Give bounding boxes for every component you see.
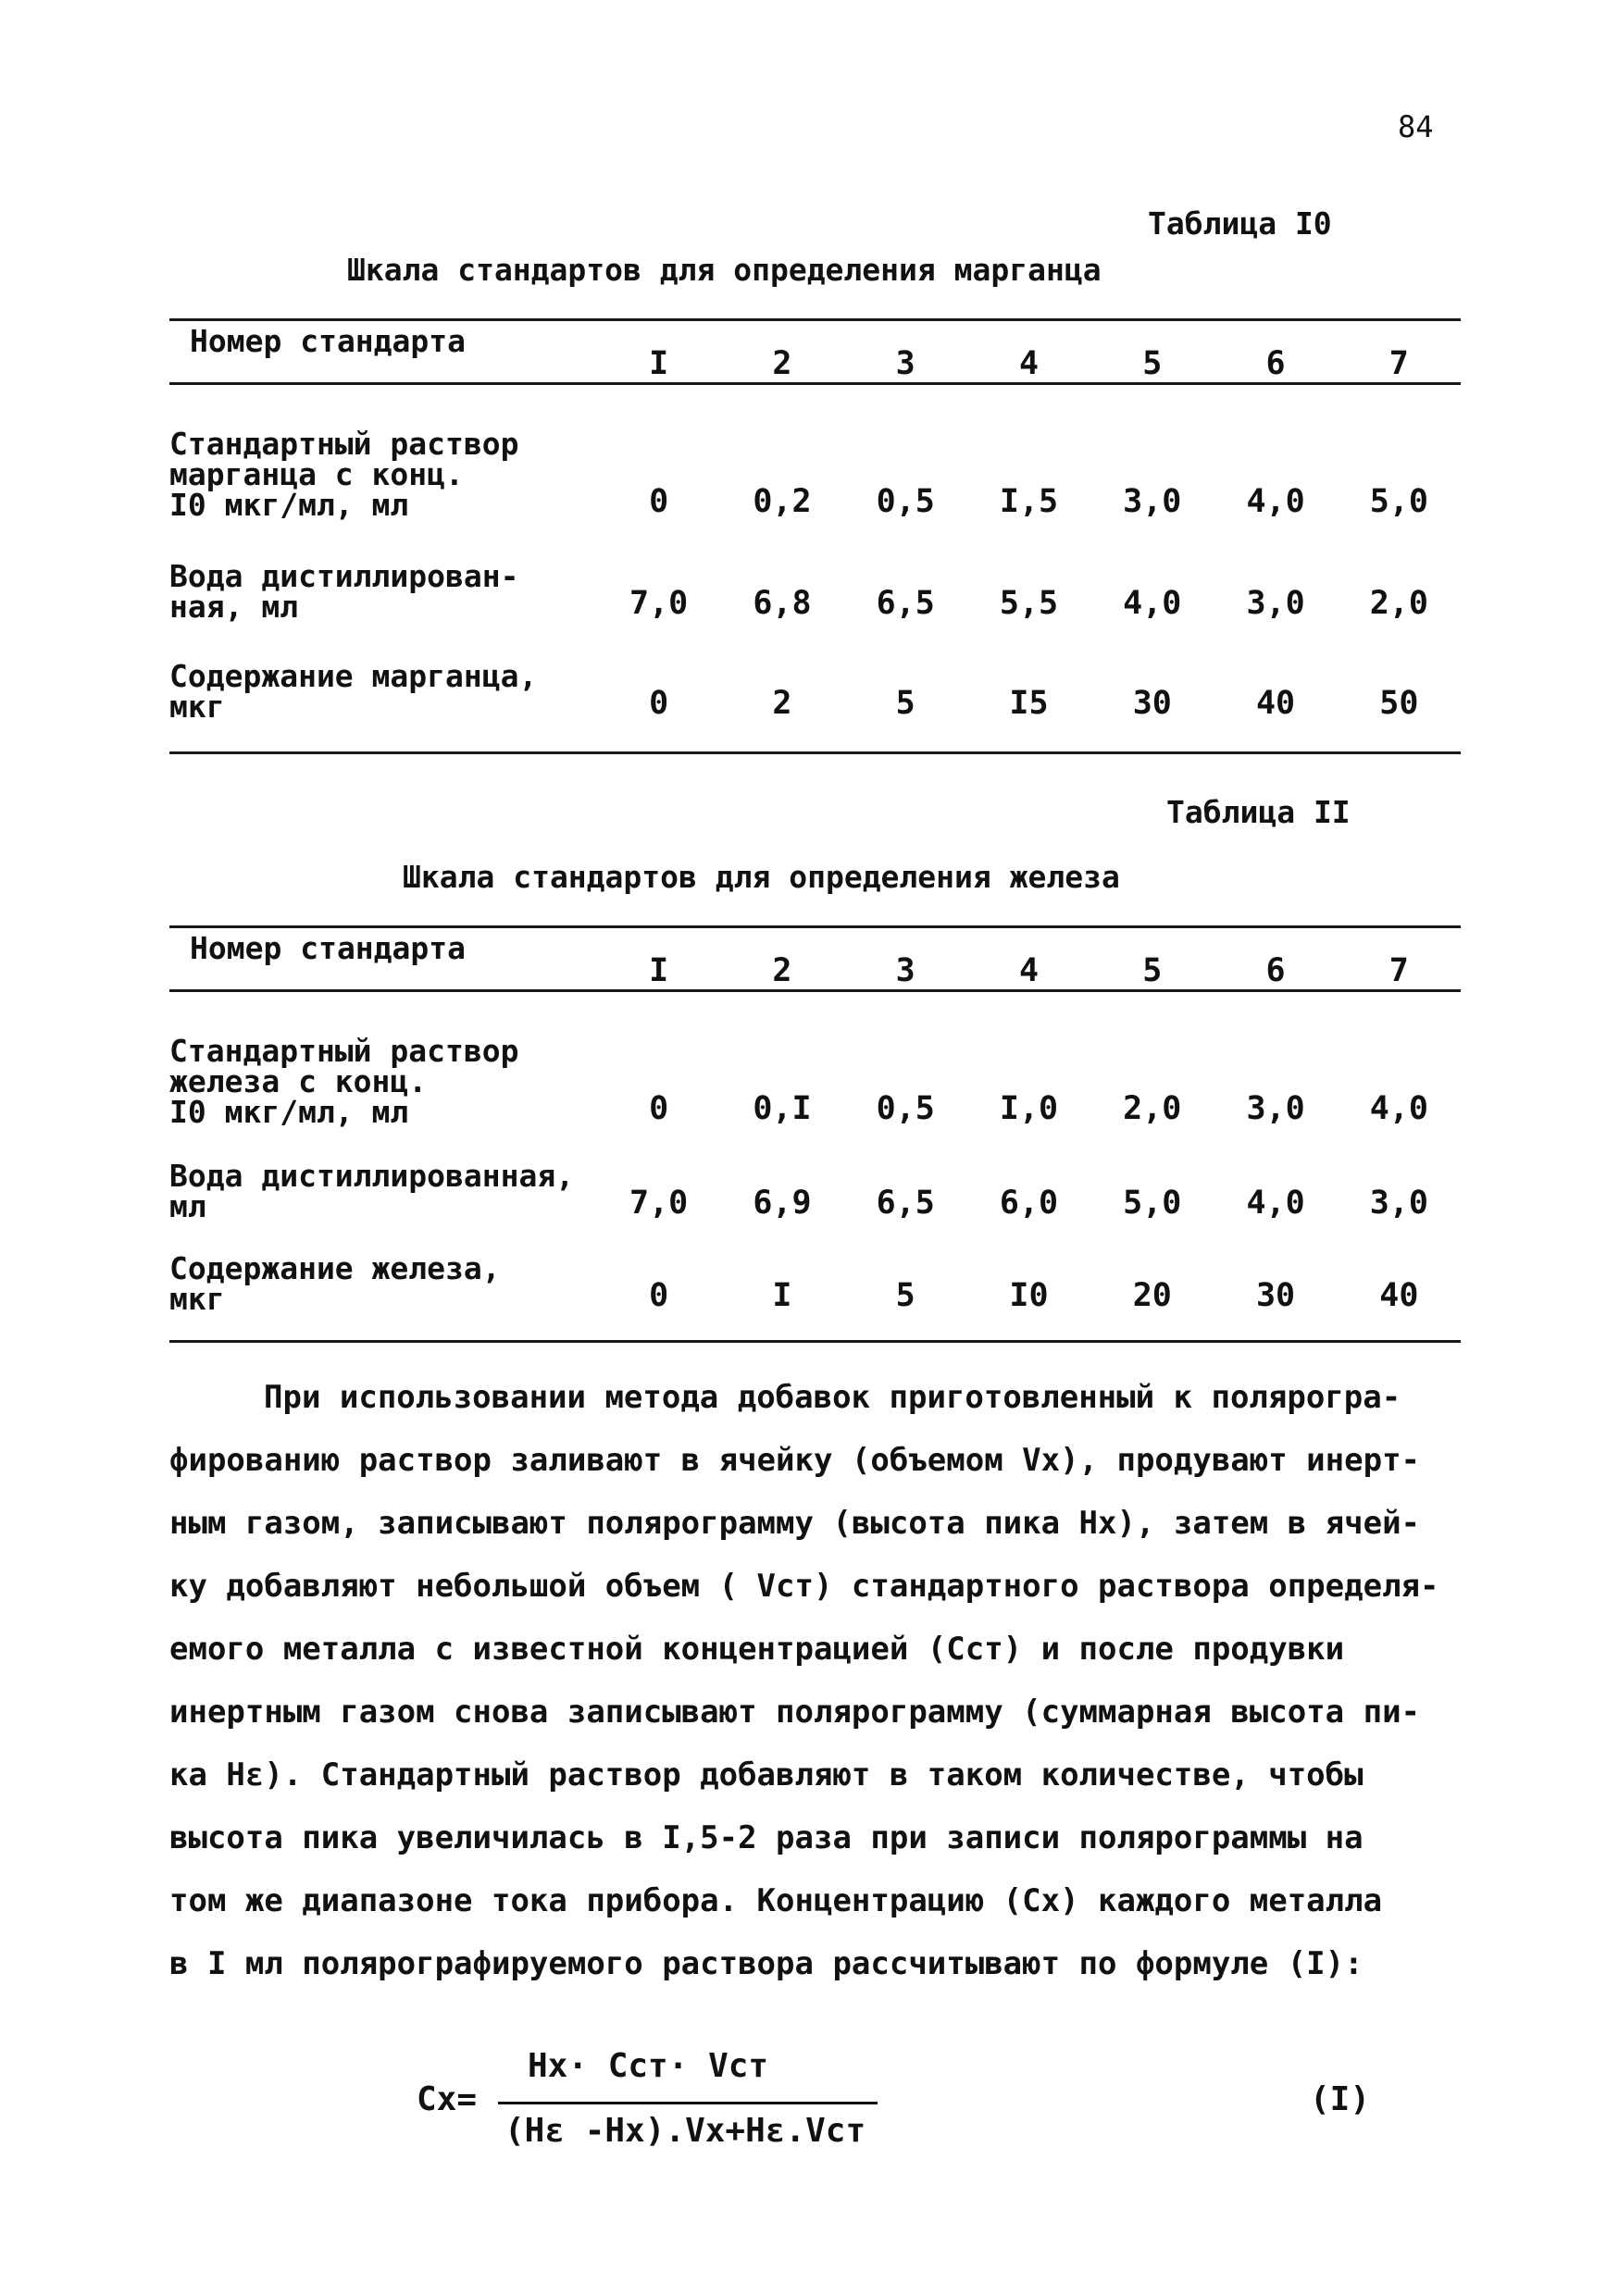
- table-cell: 5: [895, 685, 915, 722]
- table-cell: 0,I: [753, 1090, 812, 1127]
- paragraph-line: ка Hε). Стандартный раствор добавляют в таком количестве, чтобы: [169, 1756, 1364, 1793]
- table11-col: 4: [1018, 951, 1040, 989]
- table-cell: 3,0: [1246, 1090, 1305, 1127]
- table-cell: 0,5: [876, 1090, 935, 1127]
- table-cell: 0,2: [753, 483, 812, 520]
- row-label: Стандартный раствор марганца с конц. I0 мкг/мл, мл: [169, 426, 519, 523]
- table-cell: 6,9: [753, 1185, 812, 1222]
- table-cell: I0: [1009, 1277, 1049, 1314]
- formula-lhs: Cx=: [417, 2080, 478, 2118]
- table-cell: 3,0: [1369, 1185, 1428, 1222]
- table-cell: 0: [649, 483, 669, 520]
- table11-col: 6: [1265, 951, 1286, 989]
- table-cell: 0: [649, 1277, 669, 1314]
- table11-col: 7: [1389, 951, 1409, 989]
- table-cell: 5,5: [999, 585, 1059, 622]
- table-cell: 50: [1379, 685, 1419, 722]
- table11-header-row: [169, 933, 1461, 990]
- formula-number: (I): [1310, 2080, 1371, 2118]
- formula-fraction-bar: [498, 2102, 878, 2104]
- table11-col: 2: [772, 951, 792, 989]
- table10-col: 5: [1142, 344, 1163, 382]
- row-label: Стандартный раствор железа с конц. I0 мкг/мл, мл: [169, 1033, 519, 1130]
- table-cell: I5: [1009, 685, 1049, 722]
- table-cell: 3,0: [1246, 585, 1305, 622]
- table-cell: 4,0: [1369, 1090, 1428, 1127]
- table11-header-label: Номер стандарта: [190, 930, 467, 966]
- table11-col: I: [649, 951, 669, 989]
- table-cell: 5,0: [1369, 483, 1428, 520]
- paragraph-line: том же диапазоне тока прибора. Концентрацию (Сx) каждого металла: [169, 1882, 1383, 1919]
- paragraph-line: При использовании метода добавок приготовленный к полярогра-: [264, 1379, 1401, 1416]
- table-cell: 40: [1255, 685, 1296, 722]
- table-cell: 40: [1379, 1277, 1419, 1314]
- table10-header-row: [169, 326, 1461, 383]
- paragraph-line: в I мл полярографируемого раствора рассчитывают по формуле (I):: [169, 1945, 1364, 1982]
- table-cell: 6,5: [876, 585, 935, 622]
- table-cell: 7,0: [629, 1185, 689, 1222]
- table10-title: Шкала стандартов для определения марганца: [347, 252, 1102, 288]
- paragraph-line: фированию раствор заливают в ячейку (объемом Vx), продувают инерт-: [169, 1442, 1421, 1479]
- paragraph-line: ным газом, записывают полярограмму (высота пика Hx), затем в ячей-: [169, 1505, 1421, 1542]
- table-row: [169, 1127, 1461, 1222]
- table10-col: 7: [1389, 344, 1409, 382]
- row-label: Содержание марганца, мкг: [169, 658, 538, 725]
- table11-top-rule: [169, 925, 1461, 928]
- table10-header-label: Номер стандарта: [190, 323, 467, 359]
- table-cell: 0: [649, 1090, 669, 1127]
- paragraph-line: ку добавляют небольшой объем ( Vст) стандартного раствора определя-: [169, 1568, 1439, 1605]
- table11-col: 3: [895, 951, 915, 989]
- table-cell: 4,0: [1246, 483, 1305, 520]
- table-row: [169, 1222, 1461, 1314]
- table-cell: 4,0: [1123, 585, 1182, 622]
- table10-col: 6: [1265, 344, 1286, 382]
- table-cell: 2: [772, 685, 792, 722]
- table-row: [169, 391, 1461, 520]
- table-row: [169, 622, 1461, 722]
- table-cell: 7,0: [629, 585, 689, 622]
- table-cell: 4,0: [1246, 1185, 1305, 1222]
- table10-col: 4: [1018, 344, 1040, 382]
- row-label: Содержание железа, мкг: [169, 1250, 501, 1317]
- table11-col: 5: [1142, 951, 1163, 989]
- table10-col: I: [649, 344, 669, 382]
- table-cell: 0,5: [876, 483, 935, 520]
- table10-top-rule: [169, 318, 1461, 321]
- table11-caption: Таблица II: [1166, 794, 1351, 830]
- table-cell: 5: [895, 1277, 915, 1314]
- paragraph-line: емого металла с известной концентрацией (Сст) и после продувки: [169, 1631, 1345, 1668]
- table-row: [169, 998, 1461, 1127]
- table-cell: 3,0: [1123, 483, 1182, 520]
- table-cell: 0: [649, 685, 669, 722]
- table11-title: Шкала стандартов для определения железа: [403, 859, 1120, 895]
- table-cell: 6,5: [876, 1185, 935, 1222]
- formula-denominator: (Hε -Hx).Vx+Hε.Vст: [504, 2112, 866, 2150]
- table10-col: 3: [895, 344, 915, 382]
- row-label: Вода дистиллирован- ная, мл: [169, 558, 519, 625]
- table-cell: 30: [1132, 685, 1172, 722]
- table-cell: 30: [1255, 1277, 1296, 1314]
- table11-bottom-rule: [169, 1340, 1461, 1343]
- table10-caption: Таблица I0: [1148, 205, 1332, 242]
- table-cell: 2,0: [1123, 1090, 1182, 1127]
- paragraph-line: высота пика увеличилась в I,5-2 раза при записи полярограммы на: [169, 1819, 1364, 1856]
- table10-bottom-rule: [169, 751, 1461, 754]
- table10-col: 2: [772, 344, 792, 382]
- paragraph-line: инертным газом снова записывают полярограмму (суммарная высота пи-: [169, 1694, 1421, 1731]
- page-number: 84: [1398, 109, 1434, 144]
- table-cell: 20: [1132, 1277, 1172, 1314]
- table10: [169, 323, 1461, 725]
- table-cell: I,0: [999, 1090, 1059, 1127]
- table-cell: I: [772, 1277, 792, 1314]
- row-label: Вода дистиллированная, мл: [169, 1158, 575, 1224]
- table-cell: 6,8: [753, 585, 812, 622]
- table-row: [169, 520, 1461, 622]
- table-cell: 5,0: [1123, 1185, 1182, 1222]
- table-cell: I,5: [999, 483, 1059, 520]
- body-paragraph: [169, 1379, 1484, 2027]
- table11: [169, 930, 1461, 1317]
- table-cell: 2,0: [1369, 585, 1428, 622]
- formula-numerator: Hx· Cст· Vст: [528, 2047, 769, 2085]
- table-cell: 6,0: [999, 1185, 1059, 1222]
